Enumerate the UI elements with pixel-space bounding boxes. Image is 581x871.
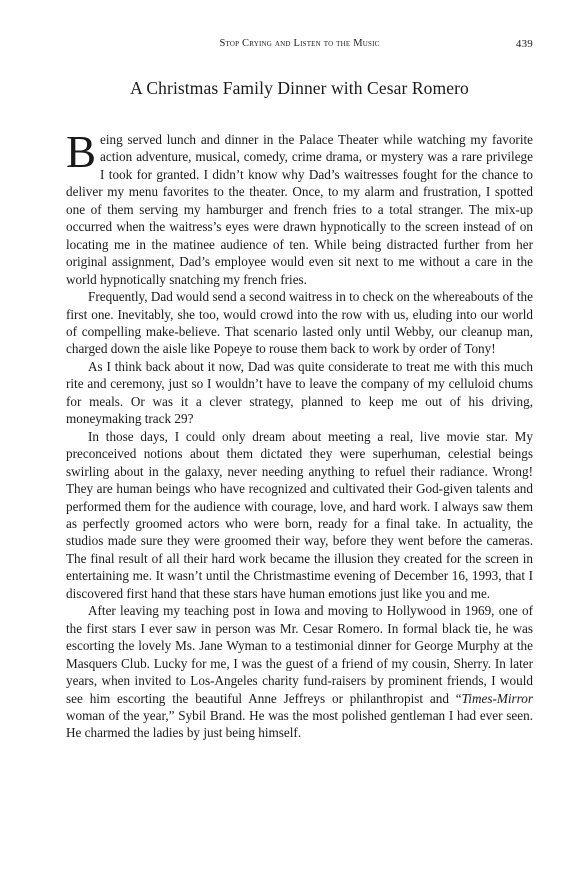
running-head (66, 38, 533, 54)
paragraph-1-text: eing served lunch and dinner in the Palace Theater while watching my favorite action adventure, musical, comedy, crime drama, or mystery was a rare privilege I took for granted. I didn’t know why Dad’s waitresses fought for the chance to deliver my menu favorites to the theater. Once, to my alarm and frustration, I spotted one of them serving my hamburger and french fries to a total stranger. The mix-up occurred when the waitress’s eyes were drawn hypnotically to the screen instead of on locating me in the matinee audience of ten. While being distracted further from her original assignment, Dad’s employee would even sit next to me without a care in the world hypnotically snatching my french fries. (66, 132, 533, 287)
drop-cap: B (66, 127, 97, 177)
chapter-title: A Christmas Family Dinner with Cesar Romero (130, 78, 469, 98)
running-title: Stop Crying and Listen to the Music (219, 38, 380, 49)
paragraph-5-text-b: woman of the year,” Sybil Brand. He was the most polished gentleman I had ever seen. He charmed the ladies by just being himself. (66, 707, 533, 741)
paragraph-4: In those days, I could only dream about meeting a real, live movie star. My preconceived notions about them dictated they were superhuman, celestial beings swirling about in the galaxy, never needing anything to refuel their radiance. Wrong! They are human beings who have recognized and cultivated their God-given talents and performed them for the audience with courage, love, and hard work. I always saw them as perfectly groomed actors who were born, ready for a final take. In actuality, the studios made sure they were groomed their way, before they went before the cameras. The final result of all their hard work became the illusion they created for the screen in entertaining me. It wasn’t until the Christmastime evening of December 16, 1993, that I discovered first hand that these stars have human emotions just like you and me. (66, 428, 533, 601)
paragraph-2: Frequently, Dad would send a second waitress in to check on the whereabouts of the first one. Inevitably, she too, would crowd into the row with us, eluding into our world of compelling make-believe. That scenario lasted only until Webby, our cleanup man, charged down the aisle like Popeye to rouse them back to work by order of Tony! (66, 289, 533, 357)
body-text (66, 127, 533, 742)
paragraph-5 (66, 602, 533, 742)
paragraph-3: As I think back about it now, Dad was quite considerate to treat me with this much rite and ceremony, just so I wouldn’t have to leave the company of my celluloid chums for meals. Or was it a clever strategy, planned to keep me out of his driving, moneymaking track 29? (66, 358, 533, 427)
page-number: 439 (515, 38, 533, 50)
paragraph-1 (66, 127, 533, 288)
book-page (66, 38, 533, 742)
publication-name: Times-Mirror (461, 690, 533, 706)
paragraph-5-text-a: After leaving my teaching post in Iowa and moving to Hollywood in 1969, one of the first stars I ever saw in person was Mr. Cesar Romero. In formal black tie, he was escorting the lovely Ms. Jane Wyman to a testimonial dinner for George Murphy at the Masquers Club. Lucky for me, I was the guest of a friend of my cousin, Sherry. In later years, when invited to Los-Angeles charity fund-raisers by prominent friends, I would see him escorting the beautiful Anne Jeffreys or philanthropist and “ (66, 603, 533, 706)
